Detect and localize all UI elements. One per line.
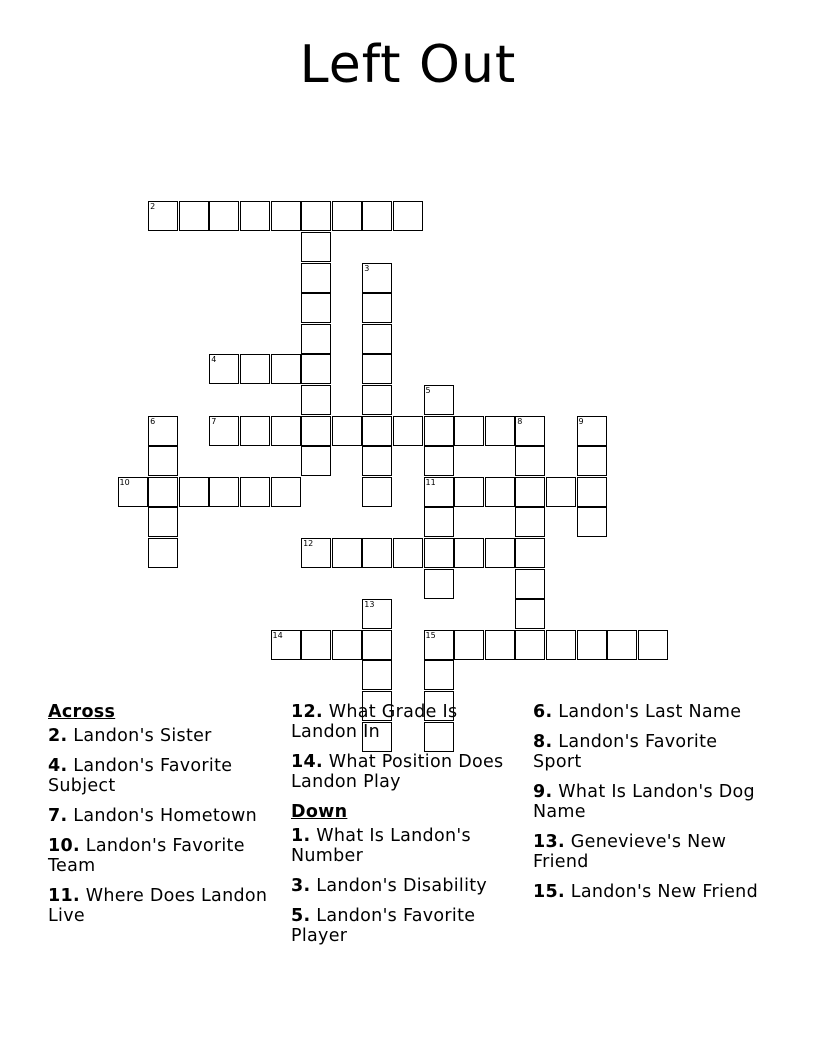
grid-cell[interactable]: [515, 416, 545, 446]
grid-cell[interactable]: [301, 293, 331, 323]
grid-cell[interactable]: [240, 416, 270, 446]
across-clue-4: 4. Landon's Favorite Subject: [48, 756, 233, 796]
grid-cell[interactable]: [332, 416, 362, 446]
grid-cell[interactable]: [424, 569, 454, 599]
grid-cell[interactable]: [301, 232, 331, 262]
grid-cell[interactable]: [209, 201, 239, 231]
grid-cell[interactable]: [424, 630, 454, 660]
grid-cell[interactable]: [362, 538, 392, 568]
down-clue-13: 13. Genevieve's New Friend: [533, 832, 727, 872]
grid-cell[interactable]: [332, 630, 362, 660]
across-clue-2: 2. Landon's Sister: [48, 726, 212, 746]
grid-cell[interactable]: [362, 416, 392, 446]
grid-cell[interactable]: [638, 630, 668, 660]
grid-cell[interactable]: [362, 324, 392, 354]
grid-cell[interactable]: [240, 354, 270, 384]
grid-cell[interactable]: [362, 354, 392, 384]
clue-number: 15: [425, 630, 436, 640]
clue-number: 13: [364, 600, 375, 610]
down-clue-3: 3. Landon's Disability: [291, 876, 488, 896]
grid-cell[interactable]: [393, 416, 423, 446]
grid-cell[interactable]: [271, 416, 301, 446]
grid-cell[interactable]: [301, 416, 331, 446]
grid-cell[interactable]: [362, 201, 392, 231]
across-heading: Across: [48, 702, 116, 722]
grid-cell[interactable]: [271, 477, 301, 507]
grid-cell[interactable]: [148, 538, 178, 568]
grid-cell[interactable]: [485, 416, 515, 446]
grid-cell[interactable]: [362, 477, 392, 507]
grid-cell[interactable]: [577, 446, 607, 476]
clue-number: 3: [364, 263, 370, 273]
grid-cell[interactable]: [301, 263, 331, 293]
grid-cell[interactable]: [301, 630, 331, 660]
grid-cell[interactable]: [607, 630, 637, 660]
down-clue-15: 15. Landon's New Friend: [533, 882, 758, 902]
grid-cell[interactable]: [148, 416, 178, 446]
grid-cell[interactable]: [362, 385, 392, 415]
grid-cell[interactable]: [240, 477, 270, 507]
down-heading: Down: [291, 802, 348, 822]
grid-cell[interactable]: [485, 477, 515, 507]
clues-column-1: [48, 702, 286, 936]
grid-cell[interactable]: [454, 477, 484, 507]
grid-cell[interactable]: [301, 324, 331, 354]
grid-cell[interactable]: [577, 507, 607, 537]
grid-cell[interactable]: [424, 538, 454, 568]
grid-cell[interactable]: [301, 201, 331, 231]
grid-cell[interactable]: [301, 354, 331, 384]
grid-cell[interactable]: [515, 446, 545, 476]
grid-cell[interactable]: [148, 201, 178, 231]
clue-number: 2: [150, 202, 156, 212]
grid-cell[interactable]: [148, 477, 178, 507]
grid-cell[interactable]: [271, 201, 301, 231]
grid-cell[interactable]: [209, 477, 239, 507]
grid-cell[interactable]: [424, 385, 454, 415]
clue-number: 8: [517, 416, 523, 426]
clue-number: 14: [272, 630, 283, 640]
grid-cell[interactable]: [179, 201, 209, 231]
grid-cell[interactable]: [515, 569, 545, 599]
across-clue-12: 12. What Grade Is Landon In: [291, 702, 458, 742]
grid-cell[interactable]: [148, 507, 178, 537]
grid-cell[interactable]: [485, 630, 515, 660]
grid-cell[interactable]: [515, 599, 545, 629]
grid-cell[interactable]: [271, 354, 301, 384]
grid-cell[interactable]: [515, 630, 545, 660]
grid-cell[interactable]: [240, 201, 270, 231]
grid-cell[interactable]: [454, 630, 484, 660]
clue-number: 6: [150, 416, 156, 426]
grid-cell[interactable]: [424, 446, 454, 476]
down-clue-5: 5. Landon's Favorite Player: [291, 906, 476, 946]
grid-cell[interactable]: [209, 354, 239, 384]
clue-number: 7: [211, 416, 217, 426]
clues-column-3: [533, 702, 771, 912]
grid-cell[interactable]: [515, 477, 545, 507]
grid-cell[interactable]: [546, 630, 576, 660]
grid-cell[interactable]: [209, 416, 239, 446]
grid-cell[interactable]: [454, 538, 484, 568]
grid-cell[interactable]: [546, 477, 576, 507]
across-clue-7: 7. Landon's Hometown: [48, 806, 258, 826]
clues-column-2: [291, 702, 529, 956]
grid-cell[interactable]: [148, 446, 178, 476]
grid-cell[interactable]: [362, 293, 392, 323]
grid-cell[interactable]: [424, 507, 454, 537]
grid-cell[interactable]: [301, 385, 331, 415]
down-clue-6: 6. Landon's Last Name: [533, 702, 742, 722]
grid-cell[interactable]: [454, 416, 484, 446]
grid-cell[interactable]: [362, 599, 392, 629]
grid-cell[interactable]: [515, 538, 545, 568]
grid-cell[interactable]: [393, 201, 423, 231]
down-clue-8: 8. Landon's Favorite Sport: [533, 732, 718, 772]
across-clue-10: 10. Landon's Favorite Team: [48, 836, 245, 876]
grid-cell[interactable]: [332, 201, 362, 231]
grid-cell[interactable]: [271, 630, 301, 660]
clue-number: 12: [303, 538, 314, 548]
grid-cell[interactable]: [424, 660, 454, 690]
across-clue-11: 11. Where Does Landon Live: [48, 886, 268, 926]
across-clue-14: 14. What Position Does Landon Play: [291, 752, 504, 792]
grid-cell[interactable]: [577, 630, 607, 660]
clue-number: 5: [425, 385, 431, 395]
grid-cell[interactable]: [424, 416, 454, 446]
clue-number: 10: [119, 477, 130, 487]
down-clue-9: 9. What Is Landon's Dog Name: [533, 782, 755, 822]
grid-cell[interactable]: [393, 538, 423, 568]
grid-cell[interactable]: [362, 630, 392, 660]
grid-cell[interactable]: [362, 263, 392, 293]
clue-number: 9: [578, 416, 584, 426]
grid-cell[interactable]: [179, 477, 209, 507]
grid-cell[interactable]: [577, 416, 607, 446]
grid-cell[interactable]: [515, 507, 545, 537]
grid-cell[interactable]: [301, 538, 331, 568]
grid-cell[interactable]: [362, 446, 392, 476]
grid-cell[interactable]: [424, 477, 454, 507]
grid-cell[interactable]: [362, 660, 392, 690]
grid-cell[interactable]: [332, 538, 362, 568]
clue-number: 11: [425, 477, 436, 487]
puzzle-title: Left Out: [299, 35, 517, 95]
grid-cell[interactable]: [301, 446, 331, 476]
down-clue-1: 1. What Is Landon's Number: [291, 826, 471, 866]
grid-cell[interactable]: [118, 477, 148, 507]
grid-cell[interactable]: [485, 538, 515, 568]
clue-number: 4: [211, 355, 217, 365]
grid-cell[interactable]: [577, 477, 607, 507]
